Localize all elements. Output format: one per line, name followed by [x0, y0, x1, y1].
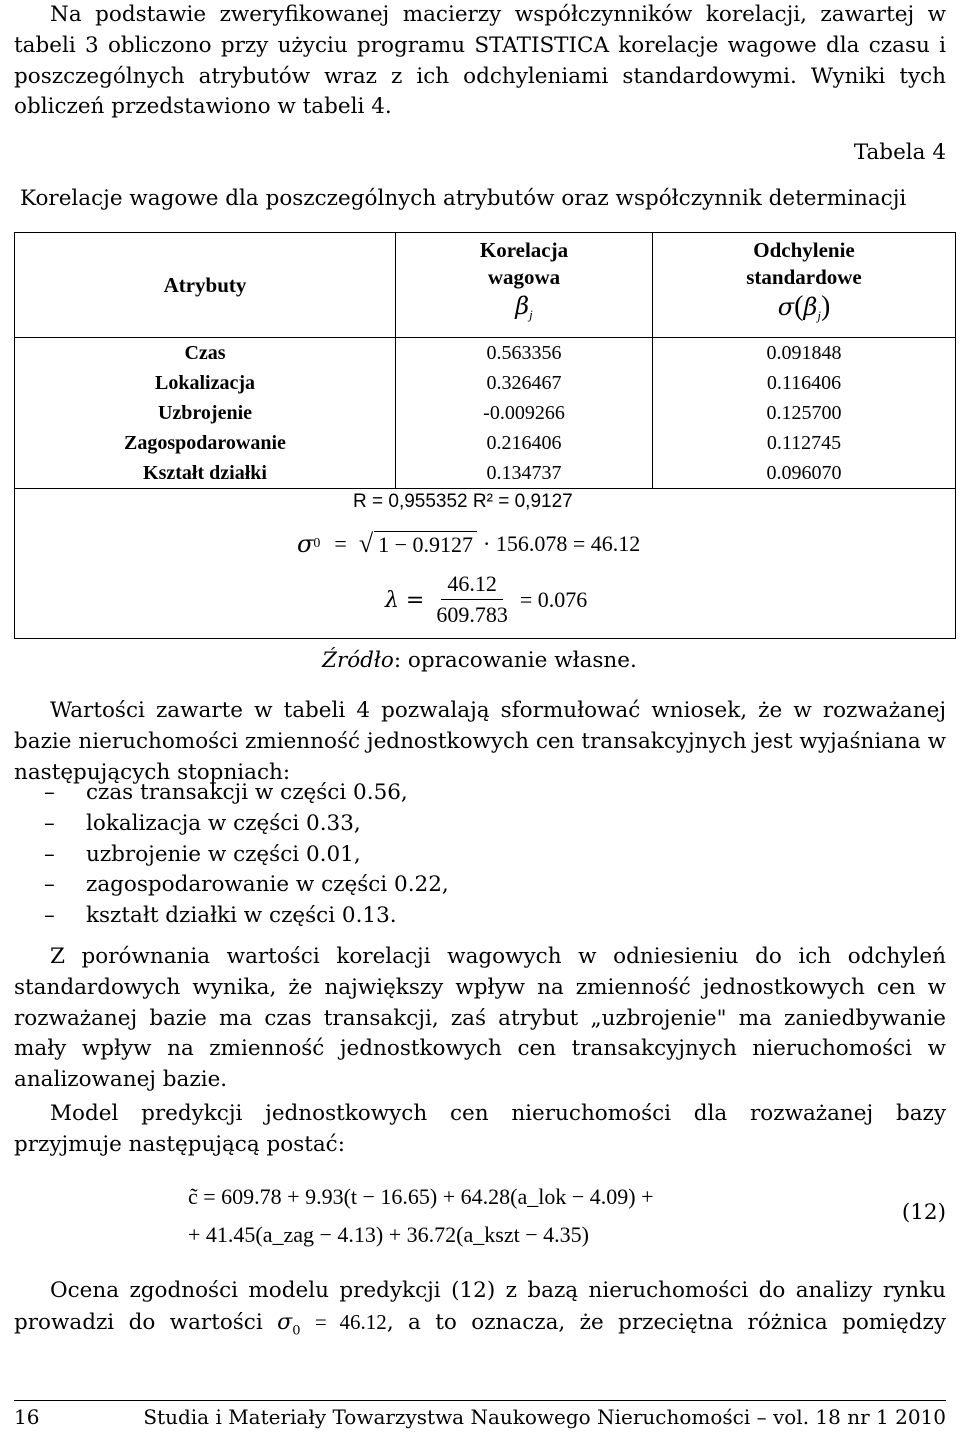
- header-corr-line2: wagowa: [487, 265, 561, 289]
- lambda-lhs: λ =: [385, 587, 425, 613]
- table-summary-row: [15, 489, 956, 639]
- list-dash: –: [44, 841, 55, 867]
- footer-divider: [14, 1400, 946, 1401]
- sqrt-icon: √: [358, 529, 374, 558]
- table-row: [15, 338, 956, 369]
- page-footer: [14, 1405, 946, 1429]
- journal-name: Studia i Materiały Towarzystwa Naukowego Nieruchomości – vol. 18 nr 1 2010: [143, 1405, 946, 1429]
- list-dash: –: [44, 780, 55, 805]
- table-row: [15, 398, 956, 428]
- dash-list: [14, 778, 449, 932]
- row-label: Zagospodarowanie: [15, 428, 396, 458]
- sigma0-subscript: 0: [313, 536, 321, 551]
- header-corr-symbol: [396, 293, 652, 328]
- sigma0-inline-symbol: σ: [277, 1309, 293, 1335]
- table-caption: Korelacje wagowe dla poszczególnych atrybutów oraz współczynnik determinacji: [20, 186, 907, 211]
- equation-line-1: c̃ = 609.78 + 9.93(t − 16.65) + 64.28(a_lok − 4.09) +: [188, 1184, 654, 1209]
- sigma0-rest: · 156.078 = 46.12: [483, 531, 641, 556]
- beta-symbol: β: [515, 292, 530, 320]
- sigma0-inline-subscript: 0: [292, 1323, 301, 1339]
- equation-line-2: + 41.45(a_zag − 4.13) + 36.72(a_kszt − 4.35): [188, 1222, 589, 1247]
- table-row: [15, 458, 956, 489]
- equation-12: [188, 1178, 654, 1254]
- sqrt-argument: 1 − 0.9127: [374, 531, 477, 558]
- header-corr-line1: Korelacja: [479, 238, 569, 262]
- list-dash: –: [44, 810, 55, 836]
- table-summary-cell: [15, 489, 956, 639]
- intro-text: Na podstawie zweryfikowanej macierzy współczynników korelacji, zawartej w tabeli 3 obliczono przy użyciu programu STATISTICA korelacje wagowe dla czasu i poszczególnych atrybutów wraz z ich odchyleniami standardowymi. Wyniki tych obliczeń przedstawiono w tabeli 4.: [14, 2, 946, 120]
- page-number: 16: [14, 1405, 40, 1429]
- source-text: : opracowanie własne.: [393, 648, 637, 673]
- row-corr-value: 0.326467: [396, 368, 653, 398]
- row-label: Czas: [15, 338, 396, 369]
- beta-symbol-std: β: [803, 293, 818, 321]
- intro-paragraph: [14, 0, 946, 123]
- sigma0-equals: =: [334, 531, 347, 556]
- paragraph-2-text: Wartości zawarte w tabeli 4 pozwalają sformułować wniosek, że w rozważanej bazie nieruchomości zmienność jednostkowych cen transakcyjnych jest wyjaśniana w następujących stopniach:: [14, 698, 946, 785]
- row-corr-value: 0.216406: [396, 428, 653, 458]
- table-row: [15, 368, 956, 398]
- lambda-formula: [385, 571, 587, 628]
- lambda-rest: = 0.076: [519, 586, 588, 612]
- r-squared-line: R = 0,955352 R² = 0,9127: [353, 491, 573, 512]
- table-source: [322, 648, 637, 673]
- row-corr-value: 0.134737: [396, 458, 653, 489]
- paragraph-2: [14, 696, 946, 788]
- header-attributes: [15, 233, 396, 338]
- lambda-numerator: 46.12: [441, 571, 503, 600]
- list-dash: –: [44, 903, 55, 929]
- list-dash: –: [44, 872, 55, 898]
- row-std-value: 0.125700: [653, 398, 956, 428]
- paragraph-4-text: Model predykcji jednostkowych cen nieruchomości dla rozważanej bazy przyjmuje następującą postać:: [14, 1101, 946, 1157]
- beta-subscript: j: [529, 307, 533, 323]
- row-label: Lokalizacja: [15, 368, 396, 398]
- paragraph-4: [14, 1099, 946, 1161]
- sigma0-symbol: σ: [297, 530, 314, 558]
- paragraph-5-part-b: , a to oznacza, że przeciętna różnica pomiędzy: [386, 1309, 947, 1335]
- source-label: Źródło: [322, 648, 394, 673]
- list-item-text: lokalizacja w części 0.33,: [86, 810, 361, 836]
- list-item: [14, 809, 449, 840]
- list-item: [14, 778, 449, 809]
- row-corr-value: 0.563356: [396, 338, 653, 369]
- lambda-fraction: [430, 571, 514, 628]
- list-item-text: uzbrojenie w części 0.01,: [86, 841, 361, 867]
- paragraph-5: [14, 1276, 946, 1347]
- header-std-line2: standardowe: [746, 265, 862, 289]
- row-corr-value: -0.009266: [396, 398, 653, 428]
- table-label: Tabela 4: [853, 140, 946, 165]
- row-std-value: 0.116406: [653, 368, 956, 398]
- paragraph-3-text: Z porównania wartości korelacji wagowych w odniesieniu do ich odchyleń standardowych wynika, że największy wpływ na zmienność jednostkowych cen w rozważanej bazie ma czas transakcji, zaś atrybut „uzbrojenie" ma zaniedbywanie mały wpływ na zmienność jednostkowych cen transakcyjnych nieruchomości w analizowanej bazie.: [14, 944, 946, 1093]
- header-std-line1: Odchylenie: [753, 238, 855, 262]
- paragraph-3: [14, 942, 946, 1096]
- beta-std-subscript: j: [817, 308, 821, 324]
- row-std-value: 0.091848: [653, 338, 956, 369]
- sigma-symbol: σ: [777, 293, 795, 321]
- paragraph-5-text: [14, 1276, 946, 1347]
- row-label: Uzbrojenie: [15, 398, 396, 428]
- list-item: [14, 901, 449, 932]
- sigma0-inline-value: = 46.12: [314, 1309, 387, 1334]
- list-item-text: zagospodarowanie w części 0.22,: [86, 872, 449, 898]
- sigma0-formula: [297, 529, 640, 559]
- equation-number: (12): [901, 1200, 946, 1225]
- list-item-text: kształt działki w części 0.13.: [86, 903, 397, 929]
- table-4: [14, 232, 956, 639]
- header-std-symbol: $\sigma(\beta_j)$: [777, 291, 831, 324]
- header-standard-deviation: [653, 233, 956, 338]
- header-attributes-label: Atrybuty: [163, 272, 247, 297]
- list-item: [14, 870, 449, 901]
- row-std-value: 0.112745: [653, 428, 956, 458]
- list-item-text: czas transakcji w części 0.56,: [86, 780, 408, 805]
- paragraph-5-part-a: Ocena zgodności modelu predykcji (12) z bazą nieruchomości do analizy rynku prowadzi do wartości: [14, 1278, 946, 1335]
- list-item: [14, 840, 449, 871]
- table-header-row: [15, 233, 956, 338]
- row-std-value: 0.096070: [653, 458, 956, 489]
- lambda-denominator: 609.783: [436, 602, 508, 627]
- table-row: [15, 428, 956, 458]
- row-label: Kształt działki: [15, 458, 396, 489]
- header-weighted-correlation: [396, 233, 653, 338]
